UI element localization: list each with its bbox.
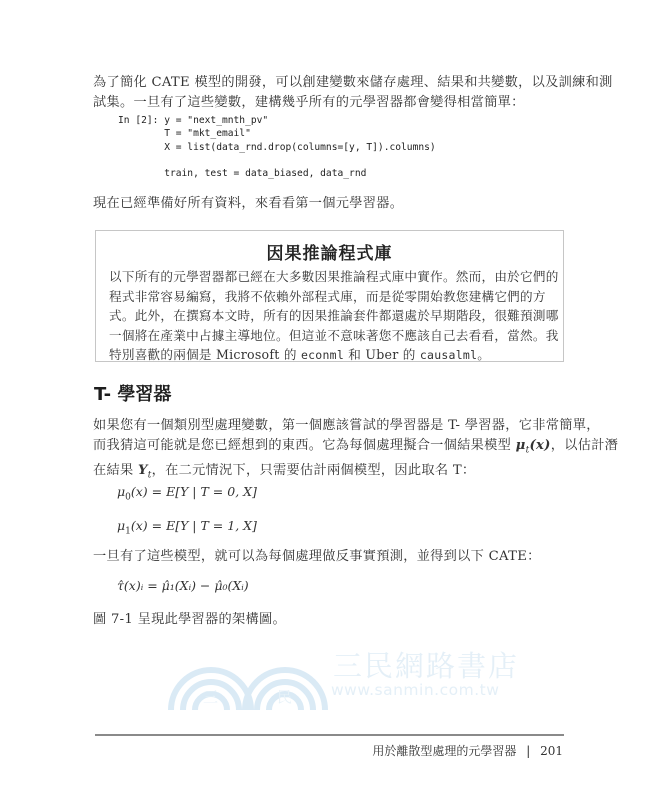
math-subscript: 1	[125, 526, 131, 537]
sidebar-line: 一個將在產業中占據主導地位。但這並不意味著您不應該自己去看看，當然。我	[109, 327, 559, 343]
sidebar-text: 。	[477, 347, 491, 363]
math-subscript: t	[147, 470, 152, 481]
math-arg: (x)	[529, 437, 551, 453]
math-symbol: μ	[117, 518, 126, 533]
math-mu-t	[515, 437, 551, 456]
after-code-paragraph	[93, 194, 573, 214]
section-line-1: 如果您有一個類別型處理變數，第一個應該嘗試的學習器是 T- 學習器，它非常簡單，	[93, 418, 600, 433]
math-symbol: μ	[117, 484, 126, 499]
watermark	[165, 640, 525, 710]
code-line: In [2]: y = "next_mnth_pv"	[118, 115, 269, 126]
cate-intro-text: 一旦有了這些模型，就可以為每個處理做反事實預測，並得到以下 CATE：	[93, 549, 541, 564]
section-text: 在結果	[93, 462, 138, 478]
footer-separator: |	[526, 744, 531, 758]
code-line	[118, 154, 436, 167]
equation-mu1	[117, 518, 257, 537]
footer-divider	[95, 734, 564, 736]
math-symbol: Y	[137, 462, 148, 478]
sidebar-line: 以下所有的元學習器都已經在大多數因果推論程式庫中實作。然而，由於它們的	[109, 269, 559, 284]
library-econml: econml	[300, 348, 344, 363]
section-line-3	[93, 461, 573, 486]
math-expression: (x) = E[Y | T = 1, X]	[130, 518, 257, 533]
watermark-char: 三	[203, 688, 219, 706]
section-text: ，以估計潛	[550, 437, 619, 453]
watermark-arch-logo-icon	[165, 640, 335, 710]
watermark-store-name: 三民網路書店	[333, 649, 520, 683]
math-y-t	[137, 462, 152, 481]
cate-intro-paragraph	[93, 547, 573, 567]
math-subscript: t	[525, 445, 530, 456]
section-line-2	[93, 436, 619, 461]
code-cell	[118, 114, 436, 180]
figure-ref-text: 圖 7-1 呈現此學習器的架構圖。	[93, 612, 286, 627]
sidebar-line: 式。此外，在撰寫本文時，所有的因果推論套件都還處於早期階段，很難預測哪	[109, 308, 559, 324]
sidebar-text: 特別喜歡的兩個是 Microsoft 的	[109, 347, 301, 363]
sidebar-line-last	[109, 345, 559, 366]
equation-cate: τ̂(x)ᵢ = μ̂₁(Xᵢ) − μ̂₀(Xᵢ)	[117, 578, 249, 593]
sidebar-note-title: 因果推論程式庫	[266, 244, 393, 264]
sidebar-text: 和 Uber 的	[344, 347, 420, 363]
intro-line-2: 試集。一旦有了這些變數，建構幾乎所有的元學習器都會變得相當簡單：	[93, 94, 525, 110]
math-subscript: 0	[125, 492, 131, 503]
after-code-text: 現在已經準備好所有資料，來看看第一個元學習器。	[93, 196, 404, 211]
equation-mu0	[117, 484, 257, 503]
code-line: T = "mkt_email"	[118, 128, 251, 140]
section-text: ，在二元情況下，只需要估計兩個模型，因此取名 T：	[151, 462, 476, 478]
page-footer	[372, 742, 563, 759]
watermark-char: 民	[277, 688, 293, 706]
section-text: 而我猜這可能就是您已經想到的東西。它為每個處理擬合一個結果模型	[93, 437, 516, 453]
sidebar-note-body	[109, 267, 559, 366]
section-heading: T- 學習器	[94, 384, 172, 405]
watermark-url: www.sanmin.com.tw	[331, 681, 500, 699]
math-expression: (x) = E[Y | T = 0, X]	[130, 484, 257, 499]
intro-line-1: 為了簡化 CATE 模型的開發，可以創建變數來儲存處理、結果和共變數，以及訓練和測	[93, 75, 613, 90]
section-body-paragraph	[93, 416, 619, 486]
page-number: 201	[540, 744, 563, 758]
library-causalml: causalml	[419, 348, 478, 363]
code-line: X = list(data_rnd.drop(columns=[y, T]).columns)	[118, 141, 436, 153]
intro-paragraph	[93, 73, 613, 112]
figure-ref-paragraph	[93, 610, 573, 630]
math-symbol: μ	[515, 437, 526, 453]
footer-chapter-title: 用於離散型處理的元學習器	[372, 744, 517, 758]
sidebar-note-box	[95, 230, 564, 362]
code-line: train, test = data_biased, data_rnd	[118, 168, 367, 180]
sidebar-line: 程式非常容易編寫，我將不依賴外部程式庫，而是從零開始教您建構它們的方	[109, 288, 546, 304]
